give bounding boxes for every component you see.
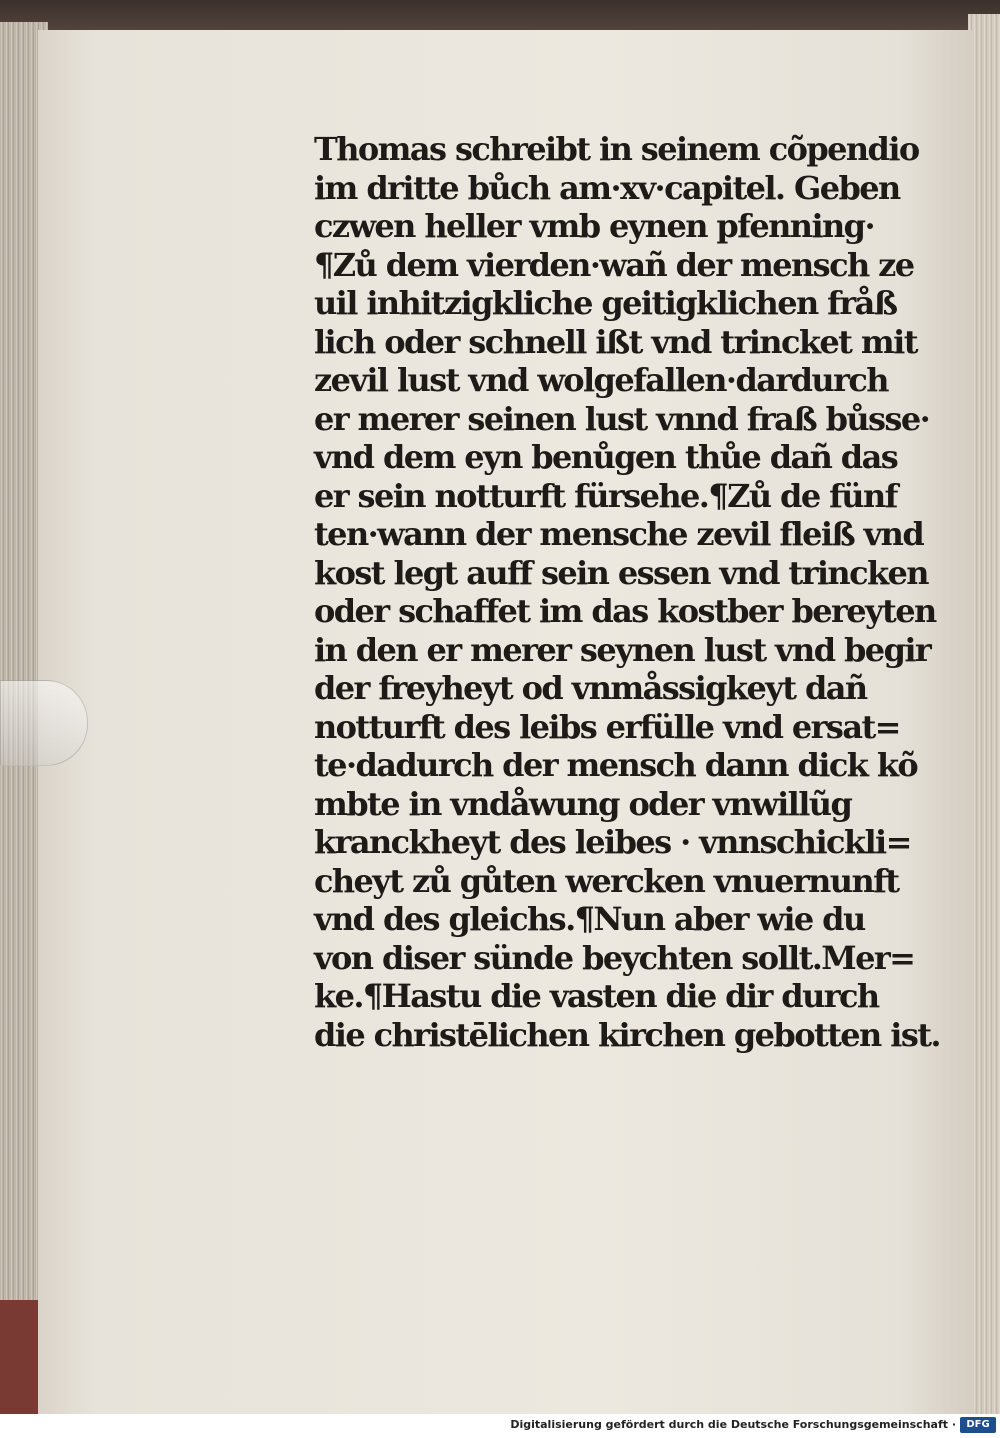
page-clip (0, 680, 88, 766)
text-line: ten·wann der mensche zevil fleiß vnd (314, 515, 924, 553)
text-line: ke.¶Hastu die vasten die dir durch (314, 977, 879, 1015)
text-line: in den er merer seynen lust vnd begir (314, 630, 931, 669)
text-line: czwen heller vmb eynen pfenning· (314, 207, 874, 245)
text-line: die christēlichen kirchen gebotten ist. (314, 1015, 940, 1054)
text-line: mbte in vndåwung oder vnwillũg (314, 784, 852, 823)
text-line: Thomas schreibt in seinem cõpendio (314, 130, 919, 168)
text-line: zevil lust vnd wolgefallen·dardurch (314, 361, 888, 399)
text-line: er merer seinen lust vnnd fraß bůsse· (314, 399, 930, 438)
text-line: cheyt zů gůten wercken vnuernunft (314, 861, 899, 900)
digitization-footer (0, 1414, 1000, 1438)
text-line: er sein notturft fürsehe.¶Zů de fünf (314, 476, 897, 515)
text-line: kost legt auff sein essen vnd trincken (314, 553, 928, 592)
text-line: im dritte bůch am·xv·capitel. Geben (314, 168, 900, 207)
text-line: oder schaffet im das kostber bereyten (314, 592, 936, 630)
printed-text-block (314, 130, 940, 1054)
book-cover-corner (0, 1300, 38, 1414)
text-line: ¶Zů dem vierden·wañ der mensch ze (314, 245, 914, 284)
text-line: notturft des leibs erfülle vnd ersat= (314, 707, 900, 746)
text-line: vnd des gleichs.¶Nun aber wie du (314, 900, 865, 938)
text-line: vnd dem eyn benůgen thůe dañ das (314, 438, 898, 476)
footer-credit: Digitalisierung gefördert durch die Deutsche Forschungsgemeinschaft · (510, 1418, 956, 1431)
text-line: te·dadurch der mensch dann dick kõ (314, 746, 918, 784)
text-line: von diser sünde beychten sollt.Mer= (314, 938, 915, 977)
text-line: der freyheyt od vnmåssigkeyt dañ (314, 669, 867, 707)
text-line: lich oder schnell ißt vnd trincket mit (314, 322, 917, 361)
dfg-logo: DFG (960, 1417, 996, 1433)
text-line: uil inhitzigkliche geitigklichen fråß (314, 284, 897, 322)
text-line: kranckheyt des leibes · vnnschickli= (314, 823, 911, 861)
